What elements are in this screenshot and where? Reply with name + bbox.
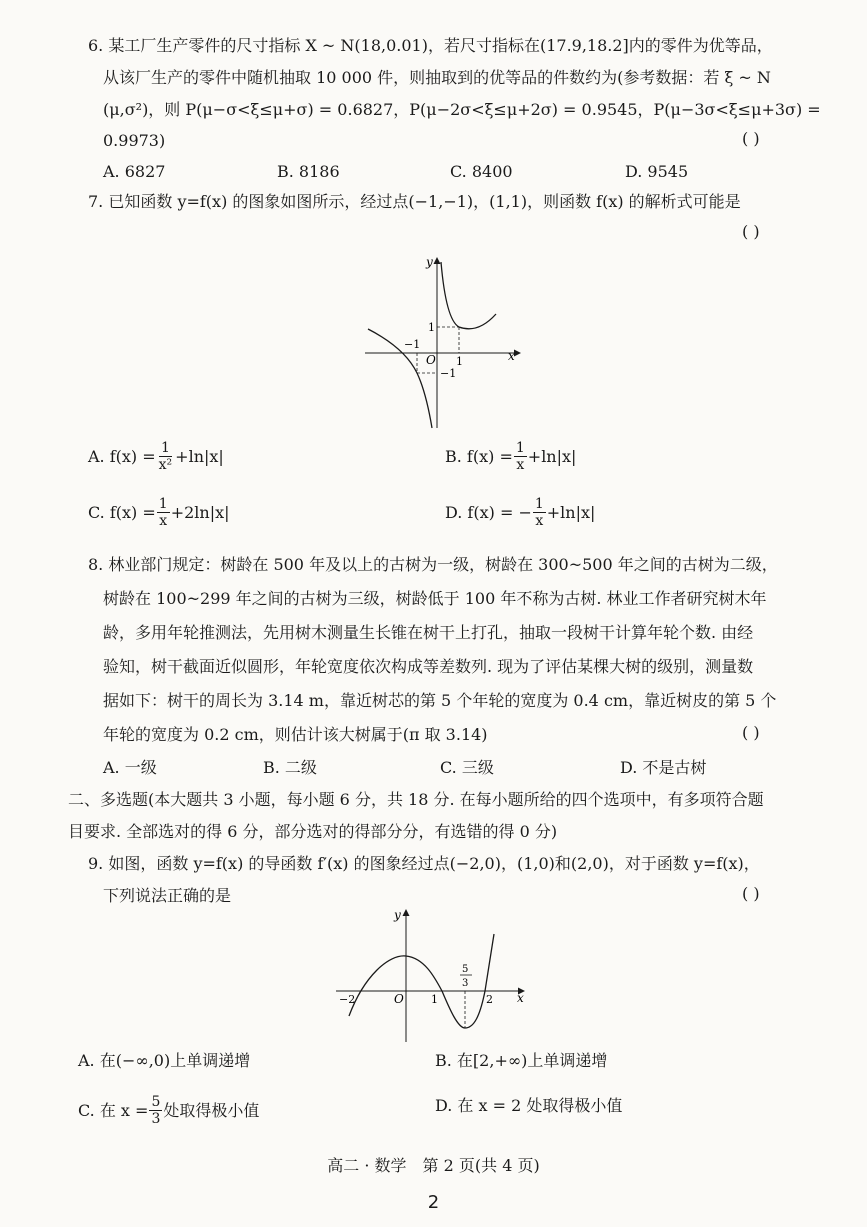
q7-y-one-label: 1 (428, 321, 435, 334)
q7-answer-paren: ( ) (742, 222, 760, 241)
q8-option-a: A. 一级 (103, 758, 157, 777)
q9-line-2: 下列说法正确的是 (103, 886, 232, 905)
q9-one-label: 1 (431, 993, 438, 1006)
q9-two-label: 2 (486, 993, 493, 1006)
q9-y-label: y (394, 908, 401, 922)
q9-derivative-graph (334, 906, 534, 1044)
q9-origin-label: O (394, 992, 404, 1006)
q9-frac-den-label: 3 (462, 978, 469, 989)
q7-option-a: A. f(x) = $\frac{1}{\text{x²}}$ +ln|x| (88, 440, 224, 473)
q9-option-a: A. 在(−∞,0)上单调递增 (78, 1051, 251, 1070)
q7-curve-right (441, 262, 496, 329)
q8-line-1: 8. 林业部门规定：树龄在 500 年及以上的古树为一级，树龄在 300~500 年之间的古树为二级， (88, 555, 778, 574)
q6-line-1: 6. 某工厂生产零件的尺寸指标 X ~ N(18,0.01)，若尺寸指标在(17.9,18.2]内的零件为优等品， (88, 36, 773, 55)
q7-option-b: B. f(x) = $\frac{1}{x}$ +ln|x| (445, 440, 577, 473)
q7-curve-left (368, 329, 432, 428)
q7-line-1: 7. 已知函数 y=f(x) 的图象如图所示，经过点(−1,−1)，(1,1)，则函数 f(x) 的解析式可能是 (88, 192, 741, 211)
q8-answer-paren: ( ) (742, 723, 760, 742)
q8-option-b: B. 二级 (263, 758, 317, 777)
q8-option-d: D. 不是古树 (620, 758, 707, 777)
q9-derivative-curve (349, 934, 494, 1028)
q7-y-neg-one-label: −1 (440, 367, 457, 380)
q6-option-d: D. 9545 (625, 162, 689, 181)
q6-line-2: 从该厂生产的零件中随机抽取 10 000 件，则抽取到的优等品的件数约为(参考数据：若 ξ ~ N (103, 68, 771, 87)
q6-line-4: 0.9973) (103, 131, 166, 150)
page-footer: 高二 · 数学 第 2 页(共 4 页) (327, 1156, 540, 1175)
q7-origin-label: O (426, 353, 436, 367)
q9-line-1: 9. 如图，函数 y=f(x) 的导函数 f′(x) 的图象经过点(−2,0)，(1,0)和(2,0)，对于函数 y=f(x)， (88, 854, 760, 873)
section-2-instructions: 目要求. 全部选对的得 6 分，部分选对的得部分分，有选错的得 0 分) (68, 822, 558, 841)
q9-x-label: x (517, 991, 524, 1005)
q7-x-label: x (508, 349, 515, 363)
page-number: 2 (427, 1192, 440, 1213)
section-2-heading: 二、多选题(本大题共 3 小题，每小题 6 分，共 18 分. 在每小题所给的四个选项中，有多项符合题 (68, 790, 764, 809)
q7-function-graph (360, 250, 530, 432)
q8-line-4: 验知，树干截面近似圆形，年轮宽度依次构成等差数列. 现为了评估某棵大树的级别，测量数 (103, 657, 754, 676)
q7-option-d: D. f(x) = − $\frac{1}{x}$ +ln|x| (445, 496, 596, 529)
q7-x-neg-one-label: −1 (404, 338, 421, 351)
q9-neg-two-label: −2 (339, 993, 356, 1006)
q8-line-2: 树龄在 100~299 年之间的古树为三级，树龄低于 100 年不称为古树. 林业工作者研究树木年 (103, 589, 767, 608)
q6-option-a: A. 6827 (103, 162, 166, 181)
q9-option-d: D. 在 x = 2 处取得极小值 (435, 1096, 623, 1115)
q9-option-b: B. 在[2,+∞)上单调递增 (435, 1051, 608, 1070)
q9-frac-num-label: 5 (462, 964, 469, 975)
q9-option-c: C. 在 x = $\frac{5}{3}$ 处取得极小值 (78, 1094, 260, 1127)
q6-option-c: C. 8400 (450, 162, 513, 181)
q8-option-c: C. 三级 (440, 758, 494, 777)
q6-line-3: (μ,σ²)，则 P(μ−σ<ξ≤μ+σ) = 0.6827，P(μ−2σ<ξ≤μ+2σ) = 0.9545，P(μ−3σ<ξ≤μ+3σ) = (103, 100, 821, 119)
q7-option-c: C. f(x) = $\frac{1}{x}$ +2ln|x| (88, 496, 230, 529)
q7-y-label: y (426, 255, 433, 269)
q9-answer-paren: ( ) (742, 884, 760, 903)
q6-option-b: B. 8186 (277, 162, 340, 181)
q6-answer-paren: ( ) (742, 129, 760, 148)
q8-line-3: 龄，多用年轮推测法，先用树木测量生长锥在树干上打孔，抽取一段树干计算年轮个数. 由经 (103, 623, 754, 642)
q8-line-6: 年轮的宽度为 0.2 cm，则估计该大树属于(π 取 3.14) (103, 725, 488, 744)
q7-x-one-label: 1 (456, 355, 463, 368)
q8-line-5: 据如下：树干的周长为 3.14 m，靠近树芯的第 5 个年轮的宽度为 0.4 cm，靠近树皮的第 5 个 (103, 691, 777, 710)
